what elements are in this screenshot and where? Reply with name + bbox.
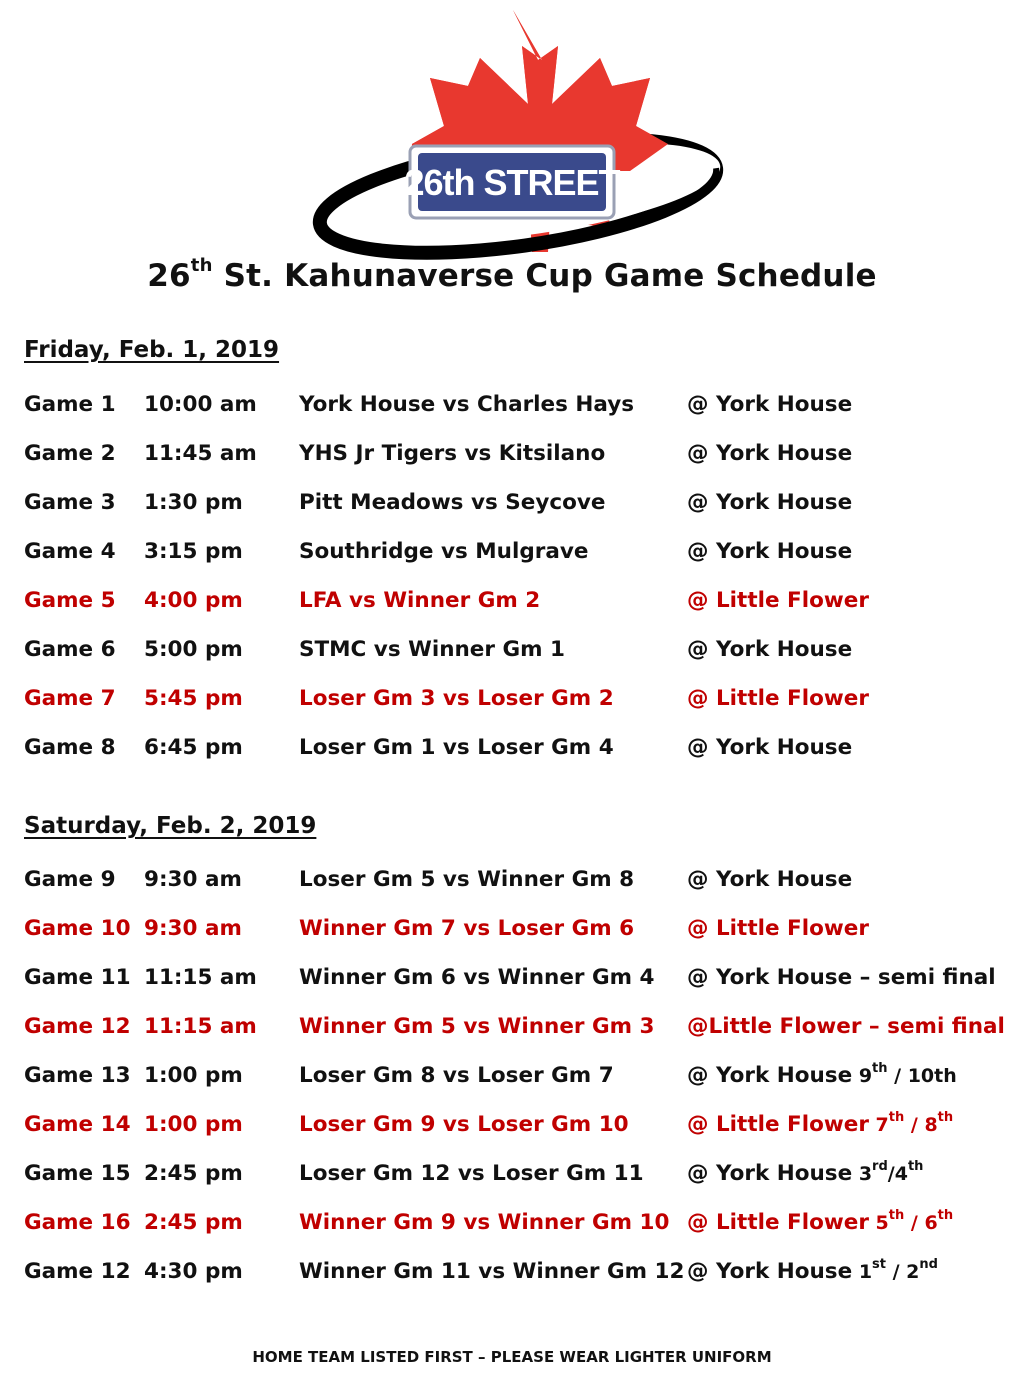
venue-name: @ York House	[687, 867, 853, 892]
place-separator: /	[904, 1114, 925, 1136]
venue-name: @ York House	[687, 637, 853, 662]
game-venue	[687, 637, 852, 662]
game-matchup: Loser Gm 5 vs Winner Gm 8	[299, 867, 635, 892]
venue-name: @ York House – semi final	[687, 965, 996, 990]
game-time: 4:00 pm	[144, 588, 243, 613]
game-matchup: YHS Jr Tigers vs Kitsilano	[299, 441, 606, 466]
place-separator: / 10th	[887, 1065, 957, 1087]
title-text: St. Kahunaverse Cup Game Schedule	[212, 258, 877, 294]
game-venue	[687, 441, 852, 466]
game-time: 10:00 am	[144, 392, 257, 417]
place-suffix: st	[872, 1256, 886, 1272]
game-time: 11:15 am	[144, 965, 257, 990]
game-matchup: Winner Gm 6 vs Winner Gm 4	[299, 965, 655, 990]
place-suffix: th	[907, 1158, 924, 1174]
place-number: 5	[875, 1212, 889, 1234]
venue-name: @ York House	[687, 1161, 853, 1186]
venue-name: @ Little Flower	[687, 1210, 869, 1235]
game-time: 11:15 am	[144, 1014, 257, 1039]
game-row	[0, 1060, 1024, 1093]
placement	[852, 1158, 924, 1185]
game-venue	[687, 1256, 938, 1284]
place-separator: /	[904, 1212, 925, 1234]
game-row	[0, 1014, 1024, 1044]
game-venue	[687, 490, 852, 515]
game-row	[0, 916, 1024, 946]
venue-name: @ York House	[687, 539, 853, 564]
game-matchup: STMC vs Winner Gm 1	[299, 637, 565, 662]
game-matchup: Loser Gm 8 vs Loser Gm 7	[299, 1063, 614, 1088]
venue-name: @ York House	[687, 441, 853, 466]
place-separator: /	[887, 1163, 895, 1185]
game-row	[0, 539, 1024, 569]
venue-name: @ York House	[687, 735, 853, 760]
game-venue	[687, 1158, 924, 1186]
place-suffix: th	[888, 1109, 905, 1125]
place-suffix: th	[937, 1207, 954, 1223]
game-venue	[687, 1060, 957, 1088]
game-time: 1:00 pm	[144, 1063, 243, 1088]
game-number: Game 13	[24, 1063, 131, 1088]
place-suffix: th	[872, 1060, 888, 1076]
game-time: 9:30 am	[144, 916, 242, 941]
place-suffix: rd	[872, 1158, 888, 1174]
game-row	[0, 588, 1024, 618]
place-suffix: th	[888, 1207, 905, 1223]
game-matchup: Pitt Meadows vs Seycove	[299, 490, 606, 515]
game-row	[0, 686, 1024, 716]
game-number: Game 5	[24, 588, 116, 613]
game-time: 5:00 pm	[144, 637, 243, 662]
place-number: 1	[858, 1261, 873, 1283]
game-number: Game 4	[24, 539, 116, 564]
game-venue	[687, 1014, 1005, 1039]
place-number: 3	[858, 1163, 873, 1185]
game-venue	[687, 916, 869, 941]
game-time: 6:45 pm	[144, 735, 243, 760]
game-row	[0, 1207, 1024, 1240]
venue-name: @ Little Flower	[687, 588, 869, 613]
day-heading: Friday, Feb. 1, 2019	[24, 337, 280, 363]
game-matchup: Winner Gm 9 vs Winner Gm 10	[299, 1210, 670, 1235]
game-venue	[687, 539, 852, 564]
venue-name: @ Little Flower	[687, 916, 869, 941]
game-row	[0, 490, 1024, 520]
game-row	[0, 735, 1024, 765]
game-number: Game 1	[24, 392, 116, 417]
game-row	[0, 637, 1024, 667]
game-time: 3:15 pm	[144, 539, 243, 564]
game-venue	[687, 1207, 954, 1235]
venue-name: @ York House	[687, 1259, 853, 1284]
game-number: Game 6	[24, 637, 116, 662]
game-matchup: Winner Gm 7 vs Loser Gm 6	[299, 916, 635, 941]
game-number: Game 7	[24, 686, 116, 711]
game-venue	[687, 735, 852, 760]
venue-name: @ York House	[687, 490, 853, 515]
venue-name: @Little Flower – semi final	[687, 1014, 1005, 1039]
game-time: 2:45 pm	[144, 1161, 243, 1186]
place-number: 2	[906, 1261, 920, 1283]
game-matchup: York House vs Charles Hays	[299, 392, 635, 417]
game-time: 9:30 am	[144, 867, 242, 892]
game-venue	[687, 686, 869, 711]
game-number: Game 16	[24, 1210, 131, 1235]
game-venue	[687, 1109, 954, 1137]
game-matchup: Loser Gm 12 vs Loser Gm 11	[299, 1161, 644, 1186]
day-heading: Saturday, Feb. 2, 2019	[24, 813, 317, 839]
game-number: Game 2	[24, 441, 116, 466]
placement	[869, 1109, 954, 1136]
game-matchup: Winner Gm 5 vs Winner Gm 3	[299, 1014, 655, 1039]
game-row	[0, 965, 1024, 995]
game-number: Game 10	[24, 916, 131, 941]
game-venue	[687, 392, 852, 417]
game-matchup: Southridge vs Mulgrave	[299, 539, 589, 564]
game-time: 11:45 am	[144, 441, 257, 466]
game-number: Game 12	[24, 1259, 131, 1284]
place-number: 4	[894, 1163, 908, 1185]
game-number: Game 14	[24, 1112, 131, 1137]
venue-name: @ York House	[687, 392, 853, 417]
footer-note: HOME TEAM LISTED FIRST – PLEASE WEAR LIGHTER UNIFORM	[252, 1348, 772, 1366]
place-number: 6	[924, 1212, 938, 1234]
game-number: Game 15	[24, 1161, 131, 1186]
venue-name: @ York House	[687, 1063, 853, 1088]
place-number: 9	[858, 1065, 873, 1087]
game-row	[0, 441, 1024, 471]
tournament-logo	[300, 6, 740, 266]
game-matchup: Winner Gm 11 vs Winner Gm 12	[299, 1259, 685, 1284]
place-suffix: th	[937, 1109, 954, 1125]
placement	[852, 1060, 957, 1087]
game-time: 1:30 pm	[144, 490, 243, 515]
game-venue	[687, 965, 996, 990]
game-matchup: Loser Gm 1 vs Loser Gm 4	[299, 735, 614, 760]
venue-name: @ Little Flower	[687, 1112, 869, 1137]
game-row	[0, 1256, 1024, 1289]
game-row	[0, 392, 1024, 422]
place-number: 7	[875, 1114, 889, 1136]
game-row	[0, 1158, 1024, 1191]
game-venue	[687, 588, 869, 613]
logo-text: 26th STREET	[404, 162, 620, 203]
game-venue	[687, 867, 852, 892]
title-number: 26	[147, 258, 191, 294]
game-time: 2:45 pm	[144, 1210, 243, 1235]
placement	[852, 1256, 938, 1283]
place-separator: /	[886, 1261, 907, 1283]
venue-name: @ Little Flower	[687, 686, 869, 711]
game-time: 5:45 pm	[144, 686, 243, 711]
place-suffix: nd	[919, 1256, 938, 1272]
game-matchup: LFA vs Winner Gm 2	[299, 588, 541, 613]
game-number: Game 8	[24, 735, 116, 760]
game-time: 4:30 pm	[144, 1259, 243, 1284]
game-matchup: Loser Gm 3 vs Loser Gm 2	[299, 686, 614, 711]
game-number: Game 9	[24, 867, 116, 892]
place-number: 8	[924, 1114, 938, 1136]
game-time: 1:00 pm	[144, 1112, 243, 1137]
title-suffix: th	[190, 254, 213, 276]
game-number: Game 11	[24, 965, 131, 990]
game-matchup: Loser Gm 9 vs Loser Gm 10	[299, 1112, 629, 1137]
game-number: Game 3	[24, 490, 116, 515]
game-row	[0, 867, 1024, 897]
page-title	[0, 254, 1024, 294]
placement	[869, 1207, 954, 1234]
game-row	[0, 1109, 1024, 1142]
game-number: Game 12	[24, 1014, 131, 1039]
